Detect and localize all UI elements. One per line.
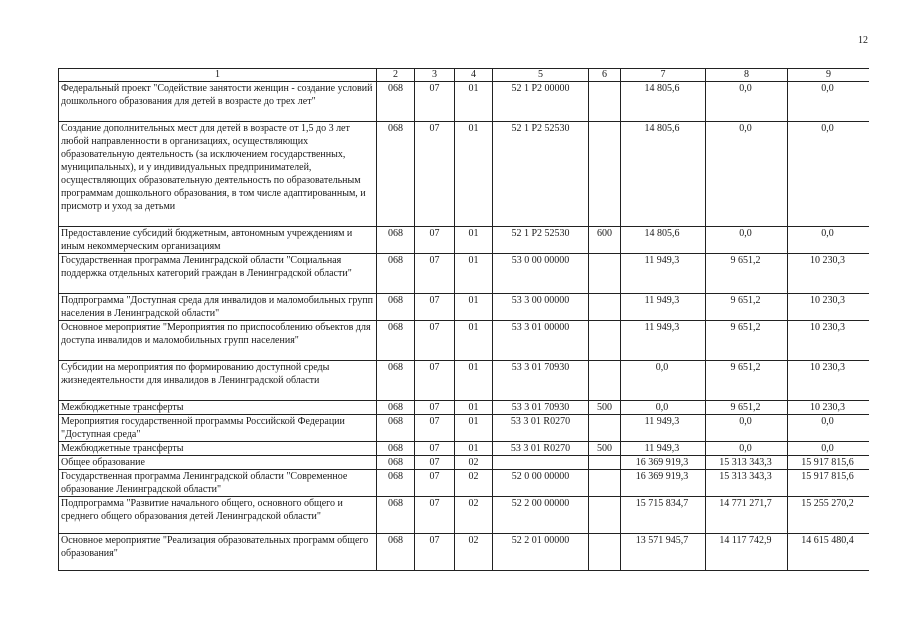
cell-ministry-code: 068 bbox=[377, 415, 415, 442]
table-row bbox=[59, 401, 870, 415]
cell-section: 07 bbox=[415, 227, 455, 254]
cell-amount-2022: 10 230,3 bbox=[788, 254, 870, 294]
table-row bbox=[59, 470, 870, 497]
cell-subsection: 01 bbox=[455, 227, 493, 254]
cell-expense-type bbox=[589, 361, 621, 401]
cell-amount-2020: 13 571 945,7 bbox=[621, 534, 706, 571]
budget-table bbox=[58, 68, 869, 571]
column-header: 9 bbox=[788, 69, 870, 82]
cell-amount-2020: 14 805,6 bbox=[621, 227, 706, 254]
cell-amount-2020: 11 949,3 bbox=[621, 321, 706, 361]
cell-section: 07 bbox=[415, 321, 455, 361]
cell-amount-2020: 11 949,3 bbox=[621, 442, 706, 456]
cell-amount-2022: 10 230,3 bbox=[788, 361, 870, 401]
cell-expense-type bbox=[589, 456, 621, 470]
table-row bbox=[59, 456, 870, 470]
cell-amount-2021: 14 117 742,9 bbox=[706, 534, 788, 571]
row-description: Субсидии на мероприятия по формированию доступной среды жизнедеятельности для инвалидов в Ленинградской области bbox=[59, 361, 377, 401]
cell-amount-2022: 10 230,3 bbox=[788, 401, 870, 415]
cell-target-article: 53 3 01 70930 bbox=[493, 401, 589, 415]
cell-target-article: 52 1 P2 52530 bbox=[493, 227, 589, 254]
cell-amount-2022: 0,0 bbox=[788, 415, 870, 442]
cell-target-article: 53 3 01 R0270 bbox=[493, 442, 589, 456]
cell-expense-type bbox=[589, 534, 621, 571]
cell-subsection: 01 bbox=[455, 294, 493, 321]
cell-amount-2020: 14 805,6 bbox=[621, 122, 706, 227]
table-row bbox=[59, 534, 870, 571]
cell-section: 07 bbox=[415, 82, 455, 122]
cell-amount-2020: 15 715 834,7 bbox=[621, 497, 706, 534]
column-header: 6 bbox=[589, 69, 621, 82]
cell-expense-type bbox=[589, 122, 621, 227]
cell-subsection: 02 bbox=[455, 470, 493, 497]
budget-table-container bbox=[58, 68, 869, 640]
cell-section: 07 bbox=[415, 497, 455, 534]
cell-subsection: 01 bbox=[455, 442, 493, 456]
cell-section: 07 bbox=[415, 401, 455, 415]
cell-target-article: 52 1 P2 52530 bbox=[493, 122, 589, 227]
cell-subsection: 01 bbox=[455, 321, 493, 361]
cell-subsection: 02 bbox=[455, 534, 493, 571]
row-description: Государственная программа Ленинградской области "Современное образование Ленинградской области" bbox=[59, 470, 377, 497]
cell-subsection: 01 bbox=[455, 82, 493, 122]
cell-ministry-code: 068 bbox=[377, 82, 415, 122]
cell-ministry-code: 068 bbox=[377, 497, 415, 534]
cell-amount-2022: 15 917 815,6 bbox=[788, 456, 870, 470]
row-description: Основное мероприятие "Реализация образовательных программ общего образования" bbox=[59, 534, 377, 571]
cell-amount-2021: 9 651,2 bbox=[706, 321, 788, 361]
cell-subsection: 01 bbox=[455, 415, 493, 442]
cell-target-article: 52 2 00 00000 bbox=[493, 497, 589, 534]
cell-amount-2022: 0,0 bbox=[788, 82, 870, 122]
row-description: Мероприятия государственной программы Российской Федерации "Доступная среда" bbox=[59, 415, 377, 442]
cell-section: 07 bbox=[415, 534, 455, 571]
cell-amount-2020: 11 949,3 bbox=[621, 254, 706, 294]
cell-expense-type bbox=[589, 415, 621, 442]
row-description: Подпрограмма "Развитие начального общего, основного общего и среднего общего образования детей Ленинградской области" bbox=[59, 497, 377, 534]
cell-amount-2020: 11 949,3 bbox=[621, 415, 706, 442]
cell-amount-2021: 9 651,2 bbox=[706, 254, 788, 294]
column-header: 2 bbox=[377, 69, 415, 82]
cell-amount-2022: 10 230,3 bbox=[788, 294, 870, 321]
cell-expense-type bbox=[589, 321, 621, 361]
table-row bbox=[59, 227, 870, 254]
row-description: Федеральный проект "Содействие занятости женщин - создание условий дошкольного образования для детей в возрасте до трех лет" bbox=[59, 82, 377, 122]
row-description: Межбюджетные трансферты bbox=[59, 401, 377, 415]
cell-amount-2021: 0,0 bbox=[706, 122, 788, 227]
column-header: 8 bbox=[706, 69, 788, 82]
column-header: 7 bbox=[621, 69, 706, 82]
row-description: Государственная программа Ленинградской области "Социальная поддержка отдельных категорий граждан в Ленинградской области" bbox=[59, 254, 377, 294]
cell-amount-2021: 0,0 bbox=[706, 227, 788, 254]
cell-amount-2020: 16 369 919,3 bbox=[621, 470, 706, 497]
cell-expense-type bbox=[589, 497, 621, 534]
cell-amount-2022: 14 615 480,4 bbox=[788, 534, 870, 571]
cell-ministry-code: 068 bbox=[377, 534, 415, 571]
cell-ministry-code: 068 bbox=[377, 470, 415, 497]
table-row bbox=[59, 321, 870, 361]
table-row bbox=[59, 442, 870, 456]
cell-amount-2022: 15 917 815,6 bbox=[788, 470, 870, 497]
cell-ministry-code: 068 bbox=[377, 254, 415, 294]
table-header-row bbox=[59, 69, 870, 82]
page-number: 12 bbox=[858, 35, 868, 46]
table-row bbox=[59, 254, 870, 294]
cell-section: 07 bbox=[415, 456, 455, 470]
cell-amount-2021: 9 651,2 bbox=[706, 401, 788, 415]
table-row bbox=[59, 122, 870, 227]
cell-target-article: 53 3 01 00000 bbox=[493, 321, 589, 361]
column-header: 5 bbox=[493, 69, 589, 82]
cell-ministry-code: 068 bbox=[377, 227, 415, 254]
cell-target-article: 53 3 01 70930 bbox=[493, 361, 589, 401]
row-description: Создание дополнительных мест для детей в возрасте от 1,5 до 3 лет любой направленности в организациях, осуществляющих образовательную деятельность (за исключением государственных, муниципальных), и у индивидуальных предпринимателей, осуществляющих образовательную деятельность по образовательным программам дошкольного образования, в том числе адаптированным, и присмотр и уход за детьми bbox=[59, 122, 377, 227]
cell-subsection: 01 bbox=[455, 122, 493, 227]
cell-amount-2021: 15 313 343,3 bbox=[706, 456, 788, 470]
cell-expense-type: 600 bbox=[589, 227, 621, 254]
cell-amount-2022: 0,0 bbox=[788, 122, 870, 227]
cell-amount-2022: 0,0 bbox=[788, 227, 870, 254]
cell-subsection: 01 bbox=[455, 254, 493, 294]
cell-target-article: 53 3 01 R0270 bbox=[493, 415, 589, 442]
row-description: Подпрограмма "Доступная среда для инвалидов и маломобильных групп населения в Ленинградской области" bbox=[59, 294, 377, 321]
cell-expense-type: 500 bbox=[589, 442, 621, 456]
row-description: Межбюджетные трансферты bbox=[59, 442, 377, 456]
cell-ministry-code: 068 bbox=[377, 456, 415, 470]
cell-amount-2021: 15 313 343,3 bbox=[706, 470, 788, 497]
cell-amount-2020: 0,0 bbox=[621, 401, 706, 415]
cell-target-article: 52 0 00 00000 bbox=[493, 470, 589, 497]
cell-amount-2020: 0,0 bbox=[621, 361, 706, 401]
cell-subsection: 02 bbox=[455, 456, 493, 470]
cell-amount-2021: 9 651,2 bbox=[706, 294, 788, 321]
table-row bbox=[59, 82, 870, 122]
cell-target-article bbox=[493, 456, 589, 470]
cell-section: 07 bbox=[415, 442, 455, 456]
cell-ministry-code: 068 bbox=[377, 361, 415, 401]
cell-amount-2020: 14 805,6 bbox=[621, 82, 706, 122]
cell-section: 07 bbox=[415, 294, 455, 321]
cell-subsection: 01 bbox=[455, 361, 493, 401]
cell-amount-2021: 0,0 bbox=[706, 442, 788, 456]
cell-subsection: 02 bbox=[455, 497, 493, 534]
cell-target-article: 52 2 01 00000 bbox=[493, 534, 589, 571]
row-description: Общее образование bbox=[59, 456, 377, 470]
column-header: 4 bbox=[455, 69, 493, 82]
cell-amount-2022: 10 230,3 bbox=[788, 321, 870, 361]
cell-target-article: 53 0 00 00000 bbox=[493, 254, 589, 294]
cell-ministry-code: 068 bbox=[377, 442, 415, 456]
row-description: Предоставление субсидий бюджетным, автономным учреждениям и иным некоммерческим организациям bbox=[59, 227, 377, 254]
cell-amount-2020: 11 949,3 bbox=[621, 294, 706, 321]
cell-expense-type bbox=[589, 254, 621, 294]
cell-amount-2021: 0,0 bbox=[706, 82, 788, 122]
cell-ministry-code: 068 bbox=[377, 122, 415, 227]
cell-amount-2021: 9 651,2 bbox=[706, 361, 788, 401]
cell-amount-2022: 15 255 270,2 bbox=[788, 497, 870, 534]
column-header: 3 bbox=[415, 69, 455, 82]
cell-amount-2021: 14 771 271,7 bbox=[706, 497, 788, 534]
cell-amount-2021: 0,0 bbox=[706, 415, 788, 442]
cell-section: 07 bbox=[415, 415, 455, 442]
cell-expense-type bbox=[589, 294, 621, 321]
cell-expense-type: 500 bbox=[589, 401, 621, 415]
cell-section: 07 bbox=[415, 122, 455, 227]
cell-target-article: 52 1 P2 00000 bbox=[493, 82, 589, 122]
cell-amount-2022: 0,0 bbox=[788, 442, 870, 456]
cell-section: 07 bbox=[415, 254, 455, 294]
cell-target-article: 53 3 00 00000 bbox=[493, 294, 589, 321]
table-row bbox=[59, 294, 870, 321]
cell-expense-type bbox=[589, 470, 621, 497]
table-row bbox=[59, 497, 870, 534]
cell-ministry-code: 068 bbox=[377, 321, 415, 361]
cell-section: 07 bbox=[415, 470, 455, 497]
table-row bbox=[59, 361, 870, 401]
cell-section: 07 bbox=[415, 361, 455, 401]
row-description: Основное мероприятие "Мероприятия по приспособлению объектов для доступа инвалидов и маломобильных групп населения" bbox=[59, 321, 377, 361]
cell-amount-2020: 16 369 919,3 bbox=[621, 456, 706, 470]
cell-ministry-code: 068 bbox=[377, 401, 415, 415]
column-header: 1 bbox=[59, 69, 377, 82]
cell-ministry-code: 068 bbox=[377, 294, 415, 321]
cell-expense-type bbox=[589, 82, 621, 122]
table-row bbox=[59, 415, 870, 442]
cell-subsection: 01 bbox=[455, 401, 493, 415]
